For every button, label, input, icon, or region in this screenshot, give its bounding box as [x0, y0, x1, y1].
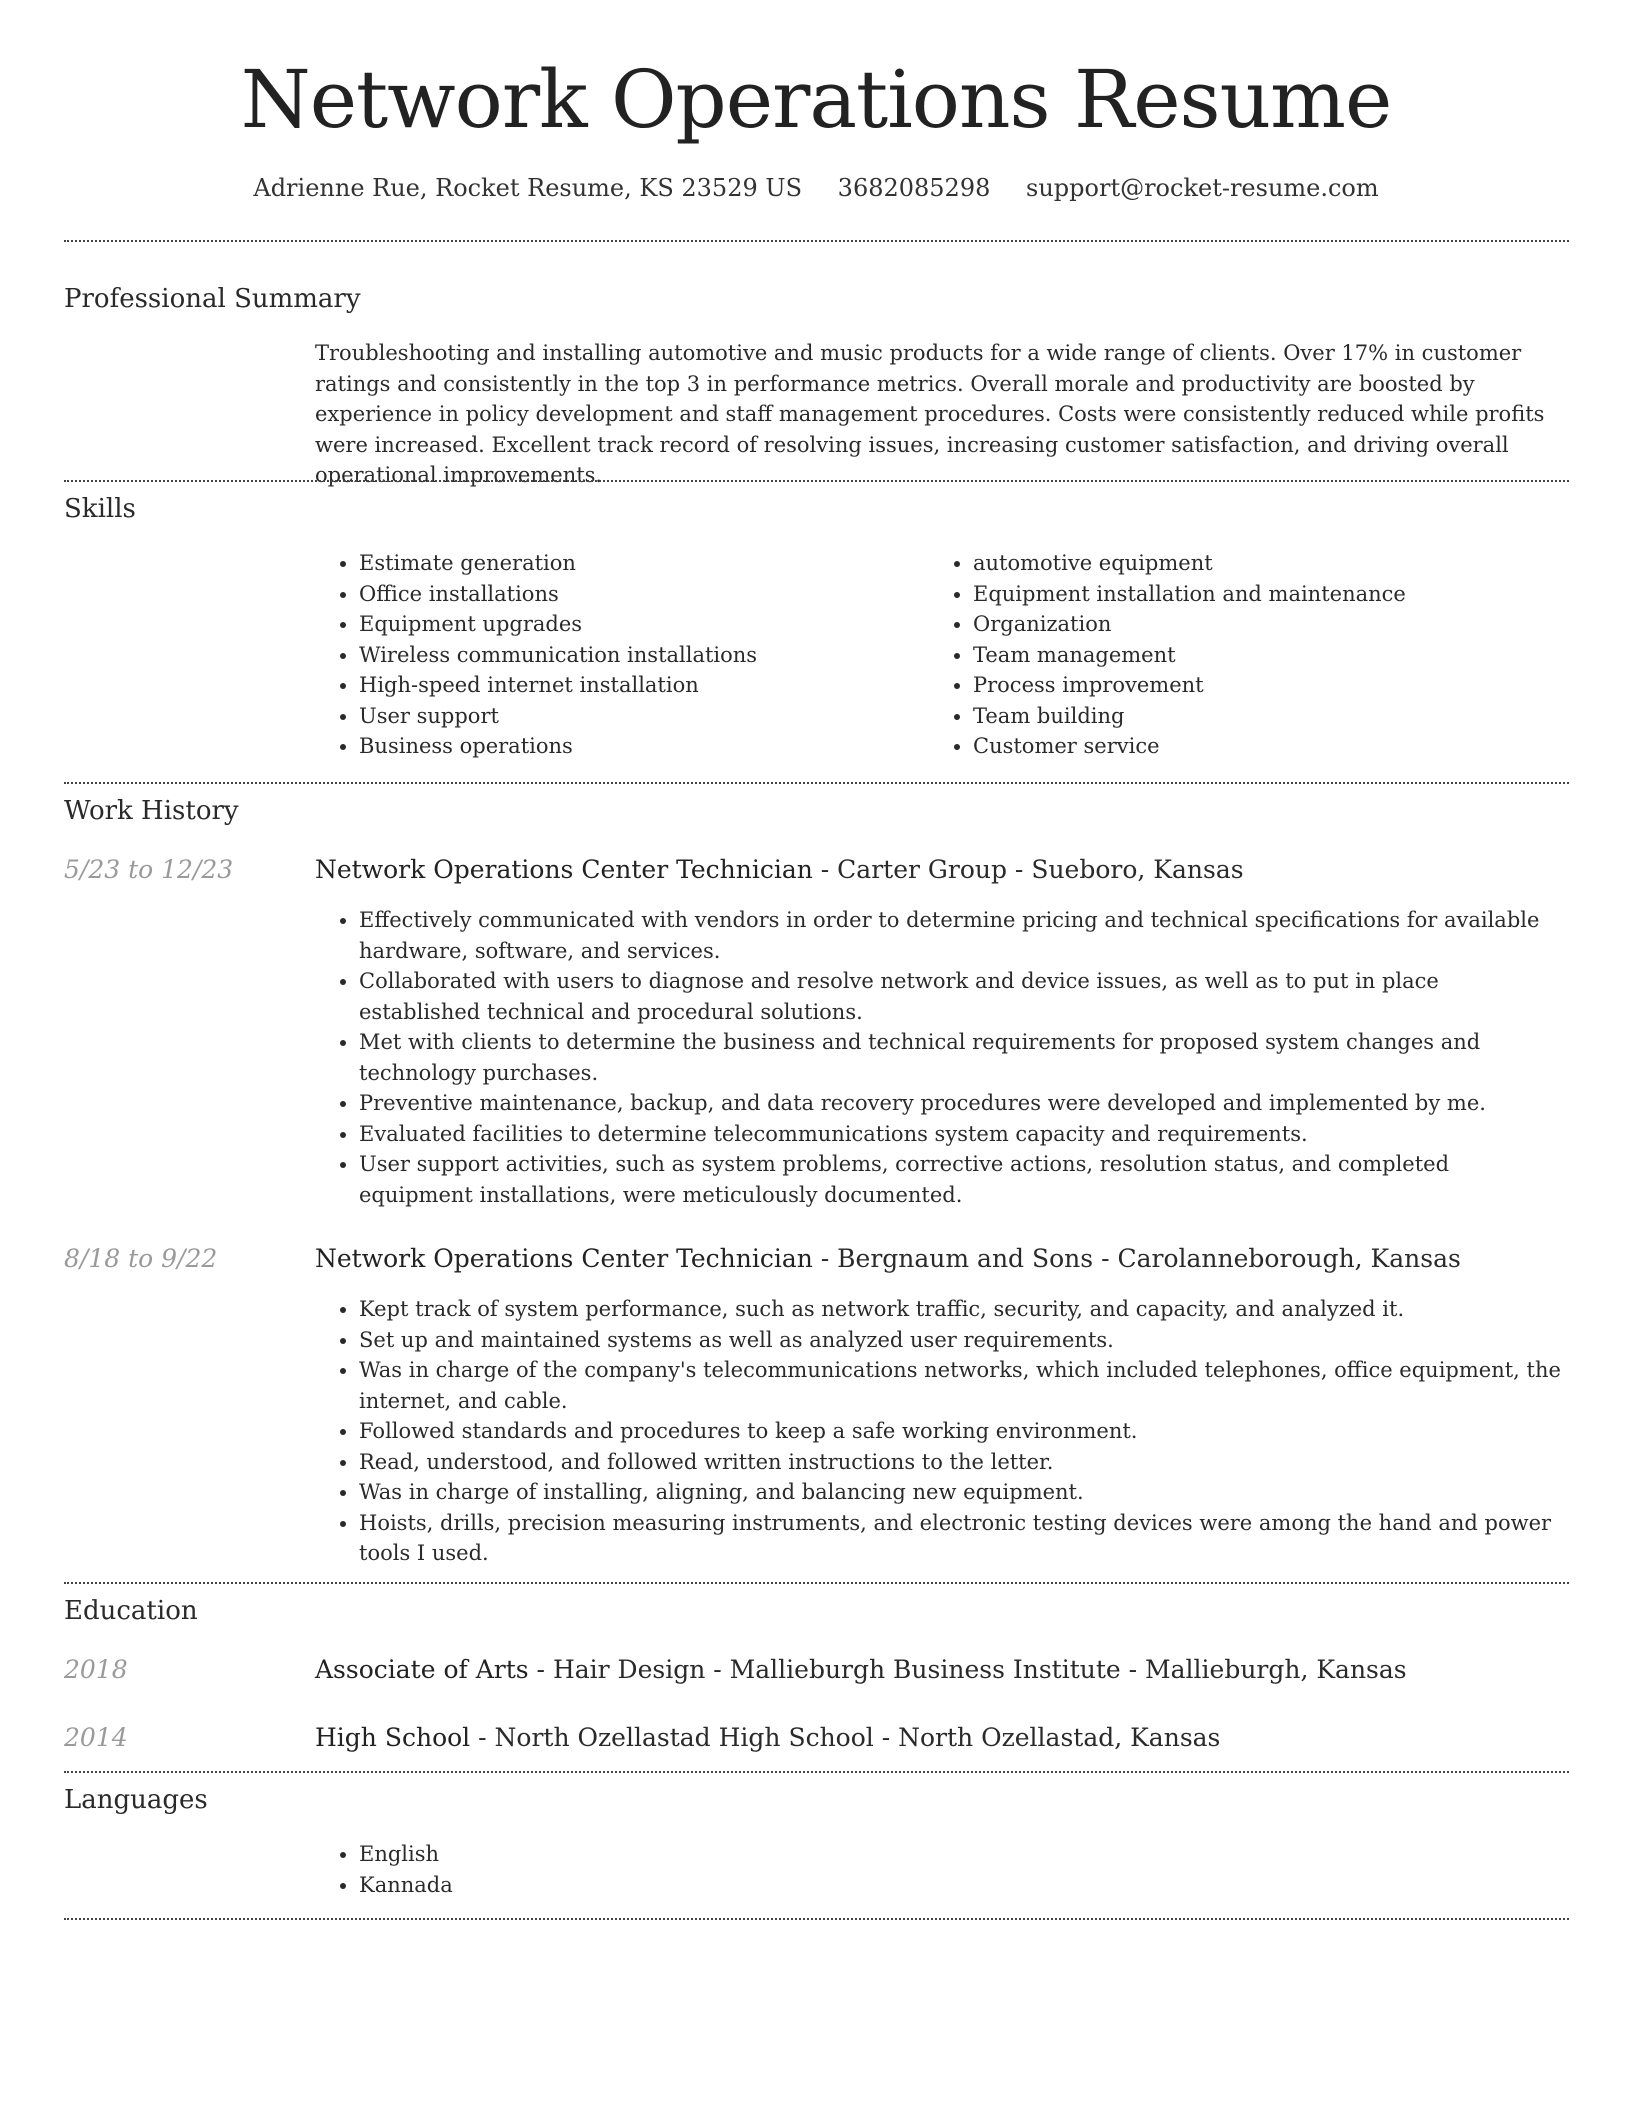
work-history-heading: Work History [64, 796, 239, 826]
education-year: 2014 [64, 1723, 128, 1752]
section-divider [64, 1771, 1569, 1773]
job-dates: 5/23 to 12/23 [64, 855, 234, 884]
skill-item: • Team building [973, 701, 1529, 732]
job-location: Sueboro, Kansas [1031, 855, 1244, 884]
education-degree: High School [315, 1723, 471, 1752]
skill-item: • Customer service [973, 731, 1529, 762]
job-bullet: • Set up and maintained systems as well as analyzed user requirements. [359, 1325, 1565, 1356]
education-degree: Associate of Arts [315, 1655, 529, 1684]
separator: - [470, 1723, 495, 1752]
skill-item: • User support [359, 701, 915, 732]
contact-phone: 3682085298 [837, 174, 991, 202]
job-location: Carolanneborough, Kansas [1117, 1244, 1461, 1273]
skill-item: • Equipment upgrades [359, 609, 915, 640]
skill-item: • Process improvement [973, 670, 1529, 701]
separator: - [812, 855, 838, 884]
education-year: 2018 [64, 1655, 128, 1684]
job-bullet: • Read, understood, and followed written instructions to the letter. [359, 1447, 1565, 1478]
skill-item: • Office installations [359, 579, 915, 610]
skills-heading: Skills [64, 494, 136, 524]
job-dates: 8/18 to 9/22 [64, 1244, 218, 1273]
languages-list [315, 1839, 1565, 1900]
contact-address: Adrienne Rue, Rocket Resume, KS 23529 US [253, 174, 803, 202]
skill-item: • Equipment installation and maintenance [973, 579, 1529, 610]
education-entry [315, 1653, 1407, 1687]
education-school: Mallieburgh Business Institute [729, 1655, 1121, 1684]
job-title: Network Operations Center Technician [315, 1244, 813, 1273]
skill-item: • Team management [973, 640, 1529, 671]
job-bullets [315, 905, 1565, 1210]
skill-item: • automotive equipment [973, 548, 1529, 579]
separator: - [1093, 1244, 1118, 1273]
job-heading [315, 1242, 1461, 1276]
education-location: North Ozellastad, Kansas [898, 1723, 1221, 1752]
separator: - [1006, 855, 1032, 884]
job-title: Network Operations Center Technician [315, 855, 813, 884]
job-bullet: • Effectively communicated with vendors in order to determine pricing and technical specifications for available hardware, software, and services. [359, 905, 1565, 966]
separator: - [528, 1655, 553, 1684]
job-bullet: • Was in charge of installing, aligning, and balancing new equipment. [359, 1477, 1565, 1508]
job-bullet: • Evaluated facilities to determine telecommunications system capacity and requirements. [359, 1119, 1565, 1150]
job-bullet: • Preventive maintenance, backup, and data recovery procedures were developed and implemented by me. [359, 1088, 1565, 1119]
separator: - [873, 1723, 899, 1752]
education-location: Mallieburgh, Kansas [1145, 1655, 1407, 1684]
section-divider [64, 1918, 1569, 1920]
section-divider [64, 480, 1569, 482]
job-bullet: • Followed standards and procedures to keep a safe working environment. [359, 1416, 1565, 1447]
section-divider [64, 782, 1569, 784]
job-bullet: • Kept track of system performance, such as network traffic, security, and capacity, and analyzed it. [359, 1294, 1565, 1325]
job-bullet: • User support activities, such as system problems, corrective actions, resolution status, and completed equipment installations, were meticulously documented. [359, 1149, 1565, 1210]
job-bullet: • Hoists, drills, precision measuring instruments, and electronic testing devices were among the hand and power tools I used. [359, 1508, 1565, 1569]
skill-item: • High-speed internet installation [359, 670, 915, 701]
language-item: • English [359, 1839, 1565, 1870]
education-field: Hair Design [552, 1655, 706, 1684]
separator: - [812, 1244, 838, 1273]
education-school: North Ozellastad High School [494, 1723, 874, 1752]
section-divider [64, 1582, 1569, 1584]
job-company: Carter Group [837, 855, 1007, 884]
job-bullet: • Collaborated with users to diagnose and resolve network and device issues, as well as to put in place established technical and procedural solutions. [359, 966, 1565, 1027]
section-divider [64, 240, 1569, 242]
job-heading [315, 853, 1244, 887]
skills-right-column [929, 548, 1529, 762]
job-bullets [315, 1294, 1565, 1569]
resume-title: Network Operations Resume [240, 53, 1392, 146]
skills-left-column [315, 548, 915, 762]
skill-item: • Organization [973, 609, 1529, 640]
skill-item: • Estimate generation [359, 548, 915, 579]
education-entry [315, 1721, 1220, 1755]
separator: - [1120, 1655, 1146, 1684]
job-bullet: • Was in charge of the company's telecommunications networks, which included telephones, office equipment, the internet, and cable. [359, 1355, 1565, 1416]
contact-email[interactable]: support@rocket-resume.com [1026, 174, 1379, 202]
languages-heading: Languages [64, 1785, 208, 1815]
skill-item: • Business operations [359, 731, 915, 762]
summary-heading: Professional Summary [64, 284, 361, 314]
separator: - [705, 1655, 730, 1684]
language-item: • Kannada [359, 1870, 1565, 1901]
summary-text: Troubleshooting and installing automotive and music products for a wide range of clients. Over 17% in customer ratings and consistently in the top 3 in performance metrics. Overall morale and productivity are boosted by experience in policy development and staff management procedures. Costs were consistently reduced while profits were increased. Excellent track record of resolving issues, increasing customer satisfaction, and driving overall operational improvements. [315, 341, 1545, 487]
education-heading: Education [64, 1596, 198, 1626]
job-bullet: • Met with clients to determine the business and technical requirements for proposed system changes and technology purchases. [359, 1027, 1565, 1088]
skill-item: • Wireless communication installations [359, 640, 915, 671]
contact-line [0, 172, 1632, 204]
job-company: Bergnaum and Sons [837, 1244, 1094, 1273]
